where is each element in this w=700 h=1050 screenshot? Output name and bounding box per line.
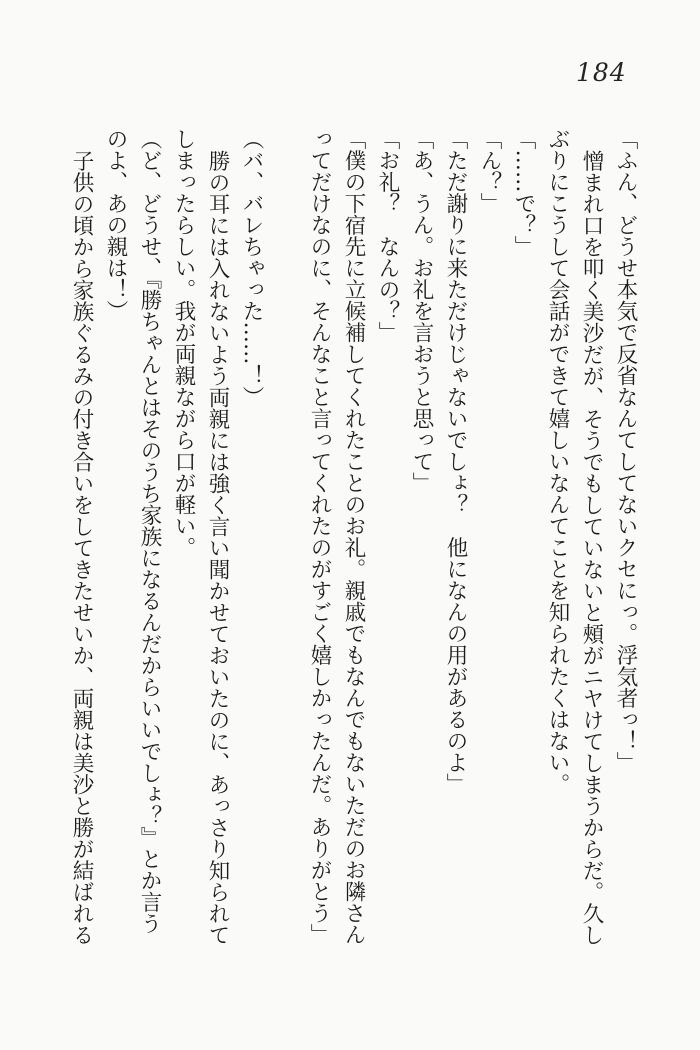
paragraph-dialogue: 「ん？」 [477,128,502,214]
paragraph-dialogue: 「ただ謝りに来ただけじゃないでしょ？ 他になんの用があるのよ」 [443,128,468,795]
text-block [64,128,642,948]
paragraph-narrative: 子供の頃から家族ぐるみの付き合いをしてきたせいか、両親は美沙と勝が結ばれる [69,149,94,945]
paragraph-narrative: 勝の耳には入れないよう両親には強く言い聞かせておいたのに、あっさり知られてしまったらしい。我が両親ながら口が軽い。 [171,128,230,945]
paragraph-dialogue: 「僕の下宿先に立候補してくれたことのお礼。親戚でもなんでもないただのお隣さんってだけなのに、そんなこと言ってくれたのがすごく嬉しかったんだ。ありがとう」 [307,128,366,945]
paragraph-dialogue: 「あ、うん。お礼を言おうと思って」 [409,128,434,494]
paragraph-thought: （ど、どうせ、『勝ちゃんとはそのうち家族になるんだからいいでしょ？』とか言うのよ、あの親は！） [103,128,162,935]
paragraph-dialogue: 「お礼？ なんの？」 [375,128,400,343]
paragraph-thought: （バ、バレちゃった……！） [239,128,264,408]
page-number: 184 [576,58,627,87]
paragraph-narrative: 憎まれ口を叩く美沙だが、そうでもしていないと頰がニヤけてしまうからだ。久しぶりにこうして会話ができて嬉しいなんてことを知られたくはない。 [545,128,604,945]
paragraph-dialogue: 「……で？」 [511,128,536,257]
paragraph-dialogue: 「ふん、どうせ本気で反省なんてしてないクセにっ。浮気者っ！」 [613,128,638,773]
